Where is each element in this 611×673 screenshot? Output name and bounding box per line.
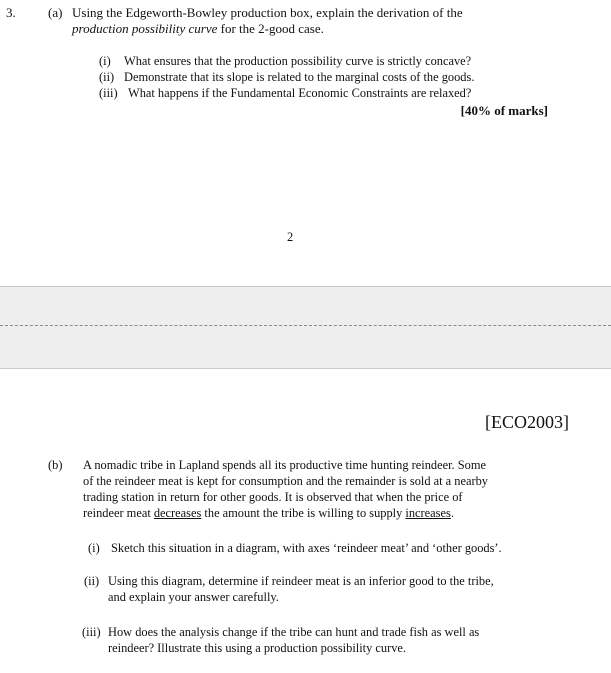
sub-b-ii-label: (ii): [84, 574, 100, 588]
sub-b-ii-line-1: Using this diagram, determine if reindeer meat is an inferior good to the tribe,: [108, 574, 494, 588]
part-b-line-3: trading station in return for other goods. It is observed that when the price of: [83, 490, 463, 504]
sub-b-i-line-1: Sketch this situation in a diagram, with axes ‘reindeer meat’ and ‘other goods’.: [111, 541, 502, 555]
part-a-label: (a): [48, 5, 63, 20]
sub-a-ii-text: Demonstrate that its slope is related to the marginal costs of the goods.: [124, 70, 475, 84]
sub-b-iii-line-1: How does the analysis change if the tribe can hunt and trade fish as well as: [108, 625, 480, 639]
increases-term: increases: [405, 506, 451, 520]
question-number: 3.: [6, 5, 16, 20]
part-b-line-2: of the reindeer meat is kept for consumption and the remainder is sold at a nearby: [83, 474, 488, 488]
part-a-line-1: Using the Edgeworth-Bowley production box, explain the derivation of the: [72, 5, 463, 20]
sub-a-i-label: (i): [99, 54, 111, 68]
line-4-part-b: the amount the tribe is willing to supply: [201, 506, 406, 520]
sub-a-i-text: What ensures that the production possibility curve is strictly concave?: [124, 54, 472, 68]
sub-a-ii-label: (ii): [99, 70, 115, 84]
sub-b-i-label: (i): [88, 541, 100, 555]
ppc-term: production possibility curve: [72, 21, 218, 36]
part-b-label: (b): [48, 458, 63, 472]
page-number: 2: [287, 230, 294, 244]
part-b-line-4: [83, 506, 454, 521]
sub-b-ii-line-2: and explain your answer carefully.: [108, 590, 279, 604]
line-4-part-a: reindeer meat: [83, 506, 154, 520]
line-4-part-c: .: [450, 506, 454, 520]
part-a-line-2-rest: for the 2-good case.: [217, 21, 324, 36]
part-b-line-1: A nomadic tribe in Lapland spends all its productive time hunting reindeer. Some: [83, 458, 486, 472]
sub-b-iii-label: (iii): [82, 625, 101, 639]
course-code: [ECO2003]: [485, 412, 569, 432]
decreases-term: decreases: [153, 506, 202, 520]
sub-a-iii-text: What happens if the Fundamental Economic Constraints are relaxed?: [128, 86, 472, 100]
page-break-line: [0, 325, 611, 326]
sub-a-iii-label: (iii): [99, 86, 118, 100]
sub-b-iii-line-2: reindeer? Illustrate this using a production possibility curve.: [108, 641, 406, 655]
part-a-line-2: [72, 21, 324, 37]
page-break-gap: [0, 286, 611, 369]
marks-label: [40% of marks]: [460, 103, 548, 118]
